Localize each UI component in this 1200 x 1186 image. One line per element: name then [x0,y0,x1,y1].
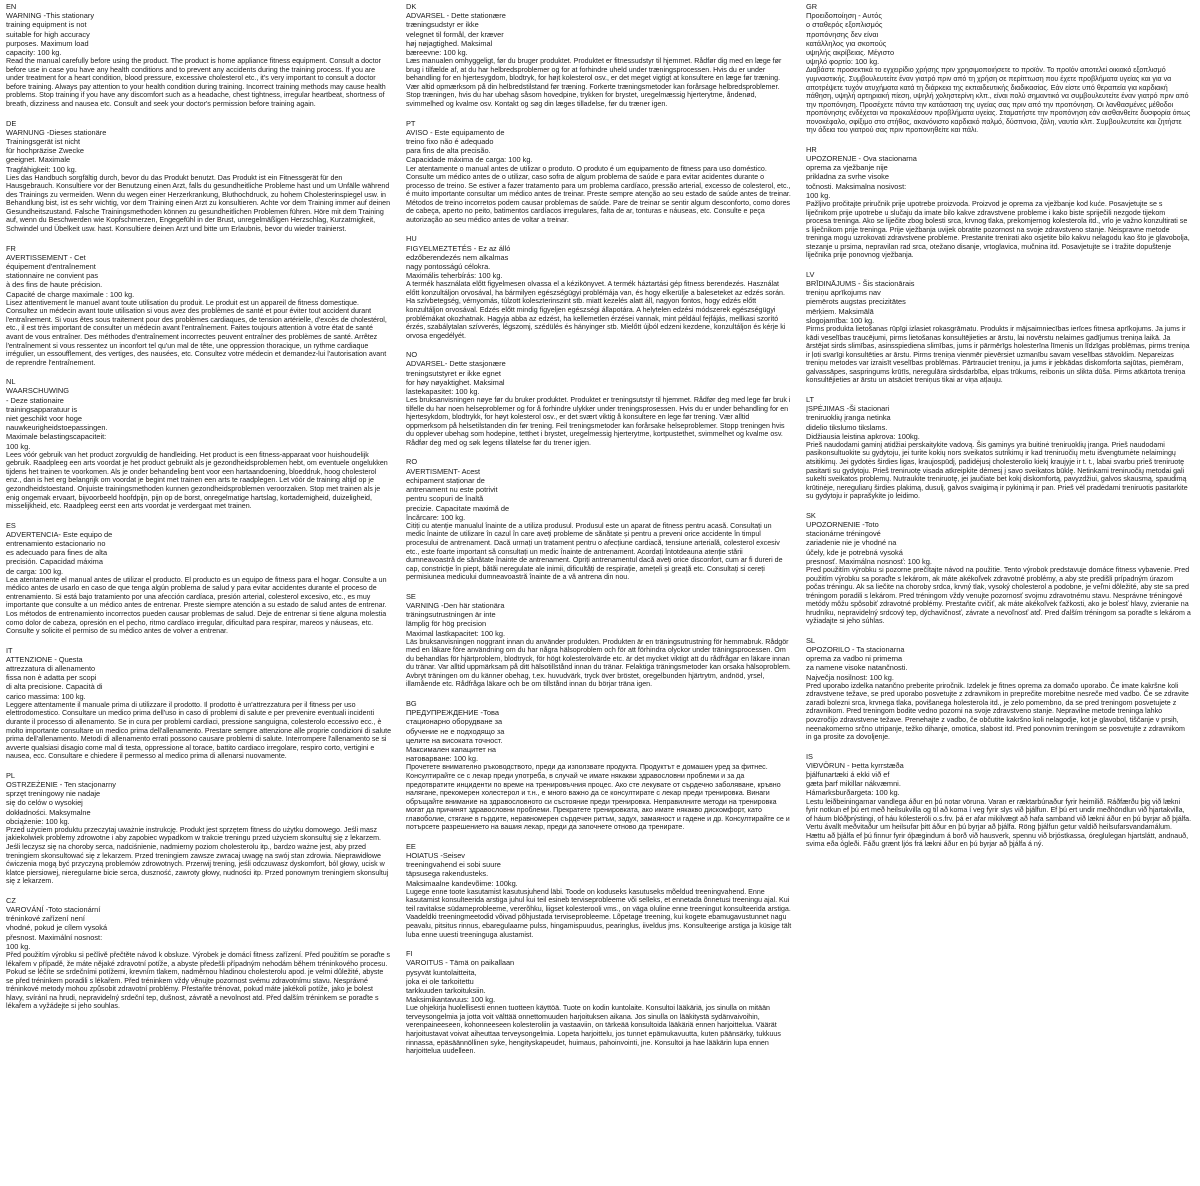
warning-body: Przed użyciem produktu przeczytaj uważnie instrukcję. Produkt jest sprzętem fitness do użytku domowego. Jeśli masz jakiekolwiek problemy zdrowotne i aby zapobiec wypadkom w trakcie treningu przed użyciem skonsultuj się z lekarzem. Jeśli leczysz się na choroby serca, nadciśnienie, nadmierny poziom cholesterolu itp., bardzo ważne jest, aby przed treningiem skonsultować się z lekarzem. Przed treningiem zawsze zwracaj uwagę na swój stan zdrowia. Nieprawidłowe ćwiczenia mogą być przyczyną problemów zdrowotnych. Przerwij trening, jeśli odczuwasz dyskomfort, ból głowy, ucisk w klatce piersiowej, nieregularne bicie serca, duszność, zawroty głowy, nudności itp. Przed ponownym treningiem skonsultuj się z lekarzem. [6,825,389,886]
language-code: EE [406,841,416,851]
warning-body: Lugege enne toote kasutamist kasutusjuhend läbi. Toode on koduseks kasutuseks mõeldud treeningvahend. Enne kasutamist konsulteerida arstiga juhul kui teil esineb terviseprobleeme või selleks, et ennetada õnnetusi treeningu ajal. Kui teil ravitakse südameprobleeme, vererõhku, liigset kolesterooli vms., on väga oluline enne treeningut konsulteerida arstiga. Vaadeldki treeningmeetodid võivad põhjustada terviseprobleeme. Lõpetage treening, kui kogete ebamugavustunnet nagu peavalu, pitsitus rinnus, ebaregulaarne pulss, hingamispuudus, pearinglus, iiveldus jms. Konsulteerige arstiga ja küsige tält luba enne uuesti treeninguga alustamist. [406,887,792,939]
warning-body: Läs bruksanvisningen noggrant innan du använder produkten. Produkten är en träningsutrustning för hemmabruk. Rådgör med en läkare före användning om du har några hälsoproblem och för att förhindra olyckor under träningsprocessen. Om du behandlas för hjärtproblem, blodtryck, för högt kolesterolvärde etc. är det mycket viktigt att du rådfrågar en läkare innan du tränar. Var alltid uppmärksam på ditt hälsotillstånd innan du tränar. Felaktiga träningsmetoder kan orsaka hälsoproblem. Avbryt träningen om du känner obehag, t.ex. huvudvärk, tryck över bröstet, oregelbunden hjärtrytm, andnöd, yrsel, illamående etc. Rådfråga läkare och be om tillstånd innan du börjar träna igen. [406,637,791,689]
warning-block-de [6,119,392,234]
warning-body: Pirms produkta lietošanas rūpīgi izlasiet rokasgrāmatu. Produkts ir mājsaimniecības ierīces fitnesa aprīkojums. Ja jums ir kādi veselības traucējumi, pirms lietošanas konsultējieties ar ārstu, lai novērstu nelaimes gadījumus treniņa laikā. Ja ārstējat sirds slimības, asinsspiediena slimības, jums ir pārmērīgs holesterīna līmenis un līdzīgas problēmas, pirms treniņa ir ļoti svarīgi konsultēties ar ārstu. Pirms treniņa vienmēr pievērsiet uzmanību savam veselības stāvoklim. Nepareizas treniņu metodes var izraisīt veselības problēmas. Pārtrauciet treniņu, ja jums ir jebkādas diskomforta sajūtas, piemēram, galvassāpes, saspringums krūtīs, neregulāra sirdsdarbība, elpas trūkums, reibonis un slikta dūša. Pirms atkārtota treniņa konsultējieties ar ārstu un atsāciet treniņus tikai ar viņa atļauju. [806,325,1190,385]
warning-block-bg [406,699,792,832]
language-code: CZ [6,895,16,905]
column-2 [406,2,792,1186]
language-code: LT [806,394,815,404]
warning-body: Pred uporabo izdelka natančno preberite priročnik. Izdelek je fitnes oprema za domačo uporabo. Če imate kakršne koli zdravstvene težave, se pred uporabo posvetujte z zdravnikom in preprečite morebitne nesreče med vadbo. Če se zdravite zaradi bolezni srca, krvnega tlaka, povišanega holesterola itd., je zelo pomembno, da se pred treningom posvetujete z zdravnikom. Pred treningom bodite vedno pozorni na svoje zdravstveno stanje. Nepravilne metode treninga lahko povzročijo zdravstvene težave. Prenehajte z vadbo, če občutite kakršno koli nelagodje, kot je glavobol, tiščanje v prsih, neenakomerno srčno utripanje, težko dihanje, omotica, slabost itd. Pred ponovnim treningom se posvetujte z zdravnikom in ga prosite za dovoljenje. [806,681,1189,742]
warning-block-lv [806,270,1192,385]
warning-body: Citiți cu atenție manualul înainte de a utiliza produsul. Produsul este un aparat de fitness pentru acasă. Consultați un medic înainte de utilizare în cazul în care aveți probleme de sănătate și pentru a preveni orice accidente în timpul procesului de antrenament. Dacă urmați un tratament pentru o afecțiune cardiacă, tensiune arterială, colesterol excesiv etc., este foarte important să consultați un medic înainte de antrenament. Acordați întotdeauna atenție stării dumneavoastră de sănătate înainte de antrenament. Opriți antrenamentul dacă aveți orice disconfort, cum ar fi dureri de cap, constricție în piept, bătăi neregulate ale inimii, dificultăți de respirație, amețeli și greață etc. Consultați si cereți permisiunea medicului dumneavoastră înainte de a vă antrena din nou. [406,521,783,582]
warning-heading: WARNUNG -Dieses stationäre Trainingsgerät ist nicht für hochpräzise Zwecke geeignet. Maximale Tragfähigkeit: 100 kg. [6,127,107,174]
warning-block-gr [806,2,1192,135]
warning-heading: WAARSCHUWING - Deze stationaire trainingsapparatuur is niet geschikt voor hoge nauwkeurigheidstoepassingen. Maximale belastingscapaciteit: 100 kg. [6,386,108,451]
warning-block-sl [806,636,1192,742]
warning-body: Lies das Handbuch sorgfältig durch, bevor du das Produkt benutzt. Das Produkt ist ein Fitnessgerät für den Hausgebrauch. Konsultiere vor der Benutzung einen Arzt, falls du gesundheitliche Probleme hast und um Unfälle während des Trainings zu vermeiden. Wenn du wegen einer Herzerkrankung, Bluthochdruck, zu hohem Cholesterinspiegel usw. in Behandlung bist, ist es sehr wichtig, vor dem Training einen Arzt zu konsultieren. Achte vor dem Training immer auf deinen Gesundheitszustand. Falsche Trainingsmethoden können zu gesundheitlichen Problemen führen. Höre mit dem Training auf, wenn du Beschwerden wie Kopfschmerzen, Engegefühl in der Brust, unregelmäßigen Herzschlag, Kurzatmigkeit, Schwindel und Übelkeit usw. hast. Konsultiere deinen Arzt und bitte um Erlaubnis, bevor du wieder trainierst. [6,173,391,233]
warning-block-sk [806,511,1192,626]
warning-heading: VAROVÁNÍ -Toto stacionární tréninkové zařízení není vhodné, pokud je cílem vysoká přesnost. Maximální nosnost: 100 kg. [6,904,108,951]
language-code: PT [406,118,416,128]
warning-block-se [406,592,792,689]
language-code: HR [806,144,817,154]
column-3 [806,2,1192,1186]
warning-block-dk [406,2,792,109]
warning-heading: ATTENZIONE - Questa attrezzatura di allenamento fissa non è adatta per scopi di alta precisione. Capacità di carico massima: 100 kg. [6,654,103,701]
warning-block-pl [6,771,392,886]
language-code: ES [6,520,16,530]
warning-heading: VAROITUS - Tämä on paikallaan pysyvät kuntolaitteita, joka ei ole tarkoitettu tarkkuuden tarkoituksiin. Maksimikantavuus: 100 kg. [406,958,515,1005]
warning-body: Leggere attentamente il manuale prima di utilizzare il prodotto. Il prodotto è un'attrezzatura per il fitness per uso elettrodomestico. Consultare un medico prima dell'uso in caso di problemi di salute e per prevenire eventuali incidenti durante il processo di allenamento. Se in cura per problemi cardiaci, pressione sanguigna, colesterolo eccessivo ecc., è molto importante consultare un medico prima dell'allenamento. Prestare sempre attenzione alle proprie condizioni di salute prima dell'allenamento. Metodi di allenamento errati possono causare problemi di salute. Interrompere l'allenamento se si avverte qualsiasi disagio come mal di testa, oppressione al torace, battito cardiaco irregolare, respiro corto, vertigini e nausea, ecc. Consultare e chiedere il permesso al medico prima di allenarsi nuovamente. [6,700,392,761]
warning-block-nl [6,377,392,510]
warning-block-ee [406,842,792,939]
warning-body: Les bruksanvisningen nøye før du bruker produktet. Produktet er treningsutstyr til hjemmet. Rådfør deg med lege før bruk i tilfelle du har noen helseproblemer og for å forhindre ulykker under treningsprosessen. Hvis du er under behandling for en hjertesykdom, blodtrykk, for høyt kolesterol osv., er det svært viktig å konsultere en lege før trening. Vær alltid oppmerksom på helsetilstanden din før trening. Feil treningsmetoder kan forårsake helseproblemer. Stopp treningen hvis du opplever ubehag som hodepine, tetthet i brystet, uregelmessig hjerterytme, kortpustethet, svimmelhet og kvalme osv. Rådfør deg med og søk legens tillatelse før du trener igjen. [406,396,791,447]
warning-heading: ĮSPĖJIMAS -Ši stacionari treniruoklių įranga netinka didelio tikslumo tikslams. Didžiausia leistina apkrova: 100kg. [806,404,920,441]
warning-heading: Προειδοποίηση - Αυτός ο σταθερός εξοπλισμός προπόνησης δεν είναι κατάλληλος για σκοπούς υψηλής ακρίβειας. Μέγιστο υψηλό φορτίο: 100 kg. [806,11,895,67]
warning-body: Læs manualen omhyggeligt, før du bruger produktet. Produktet er fitnessudstyr til hjemmet. Rådfør dig med en læge før brug i tilfælde af, at du har helbredsproblemer og for at forhindre uheld under træningsprocessen. Hvis du er under behandling for en hjertesygdom, blodtryk, for højt kolesterol osv., er det meget vigtigt at konsultere en læge før træning. Vær altid opmærksom på din helbredstilstand før træning. Forkerte træningsmetoder kan forårsage helbredsproblemer. Stop træningen, hvis du har ubehag såsom hovedpine, trykken for brystet, uregelmæssig hjerterytme, åndenød, svimmelhed og kvalme osv. Kontakt og søg din læges tilladelse, før du træner igen. [406,57,782,108]
warning-body: Ler atentamente o manual antes de utilizar o produto. O produto é um equipamento de fitness para uso doméstico. Consulte um médico antes de o utilizar, caso sofra de algum problema de saúde e para evitar acidentes durante o processo de treino. Se estiver a fazer tratamento para um problema cardíaco, pressão arterial, excesso de colesterol, etc., é muito importante consultar um médico antes de treinar. Preste sempre atenção ao seu estado de saúde antes de treinar. Métodos de treino incorretos podem causar problemas de saúde. Pare de treinar se sentir algum desconforto, como dores de cabeça, aperto no peito, batimentos cardíacos irregulares, falta de ar, tonturas e náuseas, etc. Consulte e peça autorização ao seu médico antes de voltar a treinar. [406,164,791,224]
warning-body: Lea atentamente el manual antes de utilizar el producto. El producto es un equipo de fitness para el hogar. Consulte a un médico antes de usarlo en caso de que tenga algún problema de salud y para evitar accidentes durante el proceso de entrenamiento. Si está bajo tratamiento por una afección cardíaca, presión arterial, colesterol excesivo, etc., es muy importante que consulte a un médico antes de entrenar. Preste siempre atención a su estado de salud antes de entrenar. Los métodos de entrenamiento incorrectos pueden causar problemas de salud. Deje de entrenar si tiene alguna molestia como dolor de cabeza, opresión en el pecho, ritmo cardíaco irregular, dificultad para respirar, mareos y náuseas, etc. Consulte y solicite el permiso de su médico antes de volver a entrenar. [6,575,387,636]
warning-heading: ADVARSEL- Dette stasjonære treningsutstyret er ikke egnet for høy nøyaktighet. Maksimal lastekapasitet: 100 kg. [406,359,506,396]
warning-block-ro [406,457,792,581]
language-code: SE [406,591,416,601]
column-1 [6,2,392,1186]
language-code: BG [406,699,417,709]
warning-body: Lisez attentivement le manuel avant toute utilisation du produit. Le produit est un appareil de fitness domestique. Consultez un médecin avant toute utilisation si vous avez des problèmes de santé et pour éviter tout accident durant l'entraînement. Si vous êtes sous traitement pour des problèmes cardiaques, de tension artérielle, d'excès de cholestérol, etc., il est très important de consulter un médecin avant l'entraînement. Faites toujours attention à votre état de santé avant de vous entraîner. Des méthodes d'entraînement incorrectes peuvent entraîner des problèmes de santé. Arrêtez l'entraînement si vous ressentez un inconfort tel qu'un mal de tête, une oppression thoracique, un rythme cardiaque irrégulier, un essoufflement, des vertiges, des nausées, etc. Consultez votre médecin et demandez-lui l'autorisation avant de reprendre l'entraînement. [6,298,387,367]
warning-heading: ADVERTENCIA- Este equipo de entrenamiento estacionario no es adecuado para fines de alta precisión. Capacidad máxima de carga: 100 kg. [6,529,113,576]
warning-heading: HOIATUS -Seisev treeningvahend ei sobi suure täpsusega rakendusteks. Maksimaalne kandevõime: 100kg. [406,851,518,888]
language-code: GR [806,2,818,11]
warning-body: Read the manual carefully before using the product. The product is home appliance fitness equipment. Consult a doctor before use in case you have any health conditions and to prevent any accidents during the training process. If you are under treatment for a heart condition, blood pressure, excessive cholesterol etc., it's very important to consult a doctor before training. Always pay attention to your health condition during training. Incorrect training methods may cause health problems. Stop training if you have any discomfort such as a headache, chest tightness, irregular heartbeat, shortness of breath, dizziness and nausea etc. Consult and seek your doctor's permission before training again. [6,57,386,108]
warning-block-lt [806,395,1192,501]
warning-heading: ADVARSEL - Dette stationære træningsudstyr er ikke velegnet til formål, der kræver høj nøjagtighed. Maksimal bæreevne: 100 kg. [406,11,506,58]
warning-block-it [6,646,392,761]
warning-block-pt [406,119,792,225]
language-code: SL [806,635,816,645]
warning-block-en [6,2,392,109]
warning-body: Pažljivo pročitajte priručnik prije upotrebe proizvoda. Proizvod je oprema za vježbanje kod kuće. Posavjetujte se s liječnikom prije upotrebe u slučaju da imate bilo kakve zdravstvene probleme i kako biste spriječili nezgode tijekom procesa treninga. Ako se liječite zbog bolesti srca, krvnog tlaka, prekomjernog kolesterola itd., vrlo je važno konzultirati se s liječnikom prije treninga. Prije vježbanja uvijek obratite pozornost na svoje zdravstveno stanje. Neispravne metode treninga mogu uzrokovati zdravstvene probleme. Prestanite trenirati ako osjetite bilo kakvu nelagodu kao što je glavobolja, stezanje u prsima, nepravilan rad srca, otežano disanje, vrtoglavica, mučnina itd. Posavjetujte se i tražite dopuštenje liječnika prije ponovnog vježbanja. [806,200,1190,260]
warning-heading: UPOZORENJE - Ova stacionarna oprema za vježbanje nije prikladna za svrhe visoke točnosti. Maksimalna nosivost: 100 kg. [806,154,917,200]
warning-body: Lestu leiðbeiningarnar vandlega áður en þú notar vöruna. Varan er ræktarbúnaður fyrir heimilið. Ráðfærðu þig við lækni fyrir notkun ef þú ert með heilsukvilla og til að koma í veg fyrir slys við þjálfun. Ef þú ert undir meðhöndlun við hjartakvilla, of háum blóðþrýstingi, of háu kólesteróli o.s.frv. þá er afar mikilvægt að hafa samband við lækni áður en þú byrjar að þjálfa. Vertu ávallt meðvitaður um heilsufar þitt áður en þú byrjar að þjálfa. Röng þjálfun getur valdið heilsufarsvandamálum. Hættu að þjálfa ef þú finnur fyrir óþægindum á borð við hausverk, spennu við brjóstkassa, óreglulegan hjartslátt, andnauð, svima eða ógleði. Fáðu grænt ljós frá lækni áður en þú byrjar að þjálfa á ný. [806,797,1192,849]
warning-heading: UPOZORNENIE -Toto stacionárne tréningové zariadenie nie je vhodné na účely, kde je potrebná vysoká presnosť. Maximálna nosnosť: 100 kg. [806,519,932,566]
warning-body: Διαβάστε προσεκτικά το εγχειρίδιο χρήσης πριν χρησιμοποιήσετε το προϊόν. Το προϊόν αποτελεί οικιακό εξοπλισμό γυμναστικής. Συμβουλευτείτε έναν γιατρό πριν από τη χρήση σε περίπτωση που έχετε προβλήματα υγείας και για να αποτρέψετε τυχόν ατυχήματα κατά τη διάρκεια της εκπαιδευτικής διαδικασίας. Εάν είστε υπό θεραπεία για καρδιακή πάθηση, υψηλή αρτηριακή πίεση, υψηλή χοληστερίνη κλπ., είναι πολύ σημαντικό να συμβουλευτείτε έναν γιατρό πριν από την προπόνηση. Προσέχετε πάντα την κατάσταση της υγείας σας πριν από την προπόνηση. Οι λανθασμένες μέθοδοι προπόνησης ενδέχεται να προκαλέσουν προβλήματα υγείας. Σταματήστε την προπόνηση εάν αισθανθείτε δυσφορία όπως πονοκέφαλο, σφίξιμο στο στήθος, ακανόνιστο καρδιακό παλμό, δύσπνοια, ζάλη, ναυτία κλπ. Συμβουλευτείτε και ζητήστε την άδεια του γιατρού σας πριν προπονηθείτε και πάλι. [806,66,1191,135]
language-code: IT [6,645,13,655]
warning-block-hr [806,145,1192,260]
warning-body: Prieš naudodami gaminį atidžiai perskaitykite vadovą. Šis gaminys yra buitinė treniruoklių įranga. Prieš naudodami pasikonsultuokite su gydytoju, jei turite kokių nors sveikatos sutrikimų ir kad treniruočių metu išvengtumėte nelaimingų atsitikimų. Jei gydotės širdies ligas, kraujospūdį, padidėjusį cholesterolio kiekį kraujyje ir t. t., labai svarbu prieš treniruotę pasitarti su gydytoju. Prieš treniruotę visada atkreipkite dėmesį į savo sveikatos būklę. Netinkami treniruočių metodai gali sukelti sveikatos problemų. Nutraukite treniruotę, jei jaučiate bet kokį diskomfortą, pavyzdžiui, galvos skausmą, spaudimą krūtinėje, nereguliarų širdies plakimą, dusulį, galvos svaigimą ir pykinimą ir pan. Prieš vėl pradėdami treniruotis pasitarkite su gydytoju ir paprašykite jo leidimo. [806,440,1188,501]
warning-body: Pred použitím výrobku si pozorne prečítajte návod na použitie. Tento výrobok predstavuje domáce fitness vybavenie. Pred použitím výrobku sa poraďte s lekárom, ak máte akékoľvek zdravotné problémy, a aby ste predišli prípadným úrazom počas tréningu. Ak sa liečite na choroby srdca, krvný tlak, vysoký cholesterol a podobne, je veľmi dôležité, aby ste sa pred tréningom poradili s lekárom. Pred tréningom vždy venujte pozornosť svojmu zdravotnému stavu. Nesprávne tréningové metódy môžu spôsobiť zdravotné problémy. Prestaňte cvičiť, ak máte akékoľvek ťažkosti, ako je bolesť hlavy, zvieranie na hrudníku, nepravidelný srdcový tep, dýchavičnosť, závrate a nevoľnosť atď. Pred ďalším tréningom sa poraďte s lekárom a vyžiadajte si jeho súhlas. [806,565,1191,626]
warning-heading: OPOZORILO - Ta stacionarna oprema za vadbo ni primerna za namene visoke natančnosti. Največja nosilnost: 100 kg. [806,644,908,682]
warning-heading: FIGYELMEZTETÉS - Ez az álló edzőberendezés nem alkalmas nagy pontosságú célokra. Maximális teherbírás: 100 kg. [406,243,511,281]
warning-heading: WARNING -This stationary training equipment is not suitable for high accuracy purposes. Maximum load capacity: 100 kg. [6,11,95,58]
language-code: PL [6,770,16,780]
language-code: RO [406,457,418,467]
warning-block-no [406,350,792,447]
warning-heading: VARNING -Den här stationära träningsutrustningen är inte lämplig för hög precision Maximal lastkapacitet: 100 kg. [406,600,505,638]
warning-block-fi [406,949,792,1056]
warning-block-es [6,521,392,636]
warning-heading: BRĪDINĀJUMS - Šis stacionārais treniņu aprīkojums nav piemērots augstas precizitātes mērķiem. Maksimālā slogojamība: 100 kg. [806,279,915,325]
language-code: EN [6,2,17,11]
warning-body: Lees vóór gebruik van het product zorgvuldig de handleiding. Het product is een fitness-apparaat voor huishoudelijk gebruik. Raadpleeg een arts voordat je het product gebruikt als je gezondheidsproblemen hebt, om eventuele ongelukken tijdens het trainen te voorkomen. Als je onder behandeling bent voor een hartaandoening, bloeddruk, hoog cholesterol enz., dan is het erg belangrijk om voordat je begint met trainen een arts te raadplegen. Let vóór de training altijd op je gezondheidstoestand. Onjuiste trainingsmethoden kunnen gezondheidsproblemen veroorzaken. Stop met trainen als je enig ongemak ervaart, bijvoorbeeld hoofdpijn, pijn op de borst, onregelmatige hartslag, kortademigheid, duizeligheid, misselijkheid, etc. Raadpleeg eerst een arts voordat je verdergaat met trainen. [6,450,388,511]
language-code: FR [6,243,16,253]
warning-body: Lue ohjekirja huolellisesti ennen tuotteen käyttöä. Tuote on kodin kuntolaite. Konsultoi lääkäriä, jos sinulla on mitään terveysongelmia ja jotta voit välttää onnettomuuden harjoituksen aikana. Jos sinulla on lääkitystä sydänvaivoihin, verenpaineeseen, kohonneeseen kolesteroliin ja vastaaviin, on tärkeää konsultoida lääkäriä ennen harjoittelua. Väärät harjoitustavat voivat aiheuttaa terveysongelmia. Lopeta harjoittelu, jos tunnet epämukavuutta, kuten päänsärky, tukkuus rinnassa, epäsäännöllinen syke, hengityskapeudet, huimaus, pahoinvointi, jne. Konsultoi ja hae lääkärin lupa ennen harjoittelua uudelleen. [406,1004,781,1056]
warning-block-fr [6,244,392,368]
warning-body: Před použitím výrobku si pečlivě přečtěte návod k obsluze. Výrobek je domácí fitness zařízení. Před použitím se poraďte s lékařem v případě, že máte nějaké zdravotní potíže, a abyste předešli případným nehodám během tréninkového procesu. Pokud se léčíte se srdečními potížemi, krevním tlakem, nadměrnou hladinou cholesterolu apod. je velmi důležité, abyste se před tréninkem poradili s lékařem. Před tréninkem vždy věnujte pozornost svému zdravotnímu stavu. Nesprávné tréninkové metody mohou způsobit zdravotní problémy. Přestaňte trénovat, pokud máte jakékoli potíže, jako je bolest hlavy, svírání na hrudi, nepravidelný srdeční tep, dušnost, závratě a nevolnost atd. Před dalším tréninkem se poraďte s lékařem a vyžádejte si jeho souhlas. [6,950,391,1011]
warning-heading: OSTRZEŻENIE - Ten stacjonarny sprzęt treningowy nie nadaje się do celów o wysokiej dokładności. Maksymalne obciążenie: 100 kg. [6,779,116,826]
warning-heading: AVERTISSEMENT - Cet équipement d'entraînement stationnaire ne convient pas à des fins de haute précision. Capacité de charge maximale : 100 kg. [6,252,135,299]
warning-heading: AVISO - Este equipamento de treino fixo não é adequado para fins de alta precisão. Capacidade máxima de carga: 100 kg. [406,127,533,165]
language-code: FI [406,949,413,959]
warning-block-is [806,752,1192,849]
language-code: DE [6,118,17,128]
warning-block-hu [406,234,792,340]
warning-heading: VIÐVÖRUN - Þetta kyrrstæða þjálfunartæki á ekki við ef gæta þarf mikillar nákvæmni. Hámarksburðargeta: 100 kg. [806,760,904,798]
language-code: NL [6,377,16,387]
warning-body: Прочетете внимателно ръководството, преди да използвате продукта. Продуктът е домашен уред за фитнес. Консултирайте се с лекар преди употреба, в случай че имате някакви здравословни проблеми и за да предотвратите инциденти по време на тренировъчния процес. Ако сте лекувате от сърдечно заболяване, кръвно налягане, прекомерен холестерол и т.н., е много важно да се консултирате с лекар преди тренировка. Винаги обръщайте внимание на здравословното си състояние преди тренировка. Неправилните методи на тренировка могат да причинят здравословни проблеми. Прекратете тренировката, ако имате някакво дискомфорт, като главоболие, стягане в гърдите, неравномерен сърдечен ритъм, задух, замаяност и гадене и др. Консултирайте се и потърсете разрешението на вашия лекар, преди да започнете отново да тренирате. [406,763,790,832]
language-code: NO [406,350,418,360]
warning-body: A termék használata előtt figyelmesen olvassa el a kézikönyvet. A termék háztartási gép fitness berendezés. Használat előtt konzultáljon orvosával, ha bármilyen egészségügyi problémája van, és hogy elkerülje a baleseteket az edzés során. Ha szívbetegség, vérnyomás, túlzott koleszterinszint stb. miatt kezelés alatt áll, nagyon fontos, hogy edzés előtt konzultáljon orvosával. Edzés előtt mindig figyeljen egészségi állapotára. A helytelen edzési módszerek egészségügyi problémákat okozhatnak. Hagyja abba az edzést, ha kellemetlen érzései vannak, mint például fejfájás, mellkasi szorító érzés, szabálytalan szívverés, légszomj, szédülés és hányinger stb. Mielőtt újból edzeni kezdene, konzultáljon és kérje ki orvosa engedélyét. [406,280,786,340]
language-code: HU [406,234,417,244]
language-code: SK [806,510,816,520]
warning-block-cz [6,896,392,1011]
warning-heading: ПРЕДУПРЕЖДЕНИЕ -Това стационарно оборудване за обучение не е подходящо за целите на високата точност. Максимален капацитет на натоварване: 100 kg. [406,708,505,764]
language-code: LV [806,269,815,279]
warning-heading: AVERTISMENT- Acest echipament staționar de antrenament nu este potrivit pentru scopuri de înaltă precizie. Capacitate maximă de încărcare: 100 kg. [406,466,510,522]
language-code: DK [406,2,417,11]
language-code: IS [806,751,813,761]
